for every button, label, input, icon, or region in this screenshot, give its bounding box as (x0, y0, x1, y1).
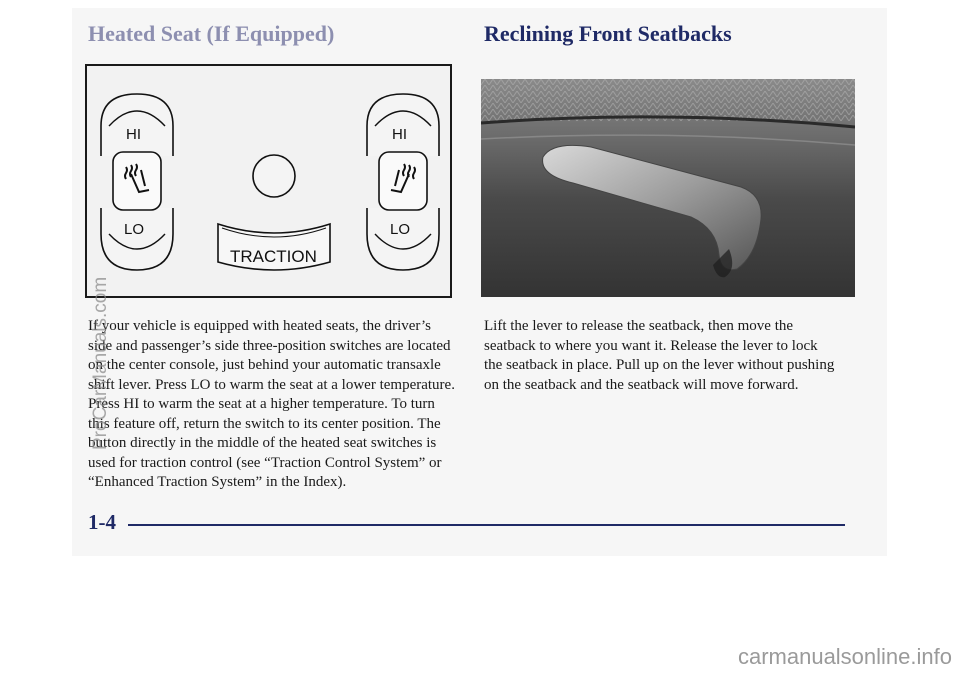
svg-text:ProCarManuals.com: ProCarManuals.com (90, 276, 111, 450)
right-heated-seat-switch (367, 94, 439, 270)
footer-rule (128, 524, 845, 526)
traction-label: TRACTION (230, 247, 317, 266)
left-heated-seat-switch (101, 94, 173, 270)
heated-seat-switch-diagram (85, 64, 452, 298)
left-switch-hi-label: HI (126, 126, 141, 143)
left-switch-lo-label: LO (124, 221, 145, 238)
right-switch-hi-label: HI (392, 126, 407, 143)
bottom-watermark: carmanualsonline.info (737, 644, 952, 669)
reclining-seatbacks-heading: Reclining Front Seatbacks (484, 21, 732, 46)
reclining-seatbacks-description: Lift the lever to release the seatback, then move the seatback to where you want it. Release the lever to lock the seatback in place. Pull up on the lever without pushing on the seatback and the seatback will move forward. (484, 318, 835, 393)
right-switch-lo-label: LO (390, 221, 411, 238)
side-watermark (89, 160, 111, 450)
page-number: 1-4 (88, 510, 116, 534)
seatback-lever-photo (481, 79, 855, 297)
traction-control-button (218, 155, 330, 270)
heated-seat-heading: Heated Seat (If Equipped) (88, 21, 335, 46)
heated-seat-description: If your vehicle is equipped with heated seats, the driver’s side and passenger’s side three-position switches are located on the center console, just behind your automatic transaxle shift lever. Press LO to warm the seat at a lower temperature. Press HI to warm the seat at a higher temperature. To turn this feature off, return the switch to its center position. The button directly in the middle of the heated seat switches is used for traction control (see “Traction Control System” or “Enhanced Traction System” in the Index). (88, 318, 455, 490)
